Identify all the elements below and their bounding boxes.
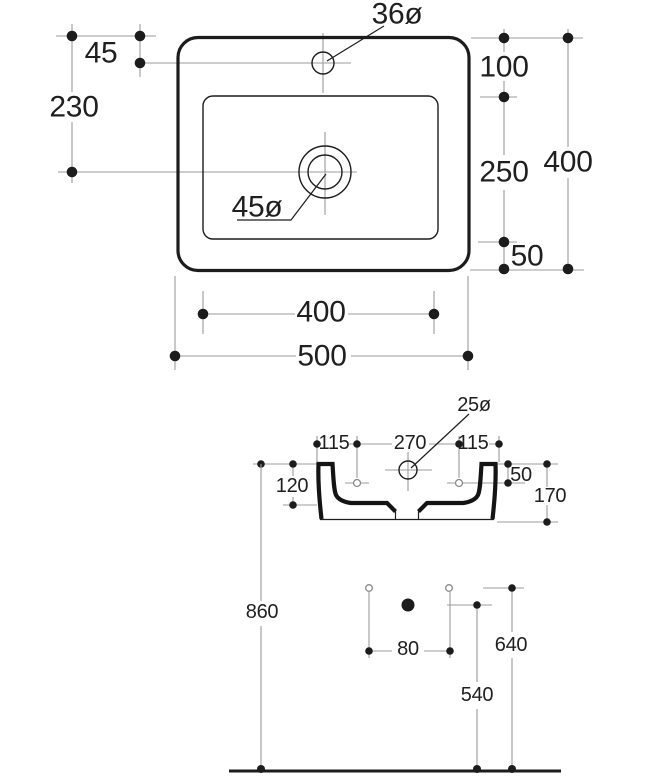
dot — [473, 601, 481, 609]
dim-label-faucet-dia: 36ø — [371, 0, 423, 31]
dim-label-230: 230 — [49, 90, 99, 124]
front-view — [253, 394, 566, 526]
dot — [429, 309, 440, 320]
dim-label-100: 100 — [479, 50, 529, 84]
dot — [499, 264, 510, 275]
dim-label-400-width: 400 — [296, 295, 346, 329]
dim-label-overflow-dia: 25ø — [457, 394, 491, 416]
dot — [499, 237, 510, 248]
dot — [543, 518, 551, 526]
dim-label-170: 170 — [533, 485, 567, 507]
dot — [198, 309, 209, 320]
dot — [495, 440, 503, 448]
dot — [499, 92, 510, 103]
dim-label-45: 45 — [84, 36, 118, 70]
dim-label-120: 120 — [275, 475, 309, 497]
dim-label-50-front: 50 — [510, 464, 532, 486]
dot — [289, 460, 297, 468]
drain-point — [402, 599, 415, 612]
dim-label-115-right: 115 — [457, 432, 489, 454]
dot — [473, 765, 481, 773]
dim-label-250: 250 — [479, 155, 529, 189]
dot — [365, 647, 373, 655]
fixing-hole-right — [456, 480, 463, 487]
dim-label-115-left: 115 — [318, 432, 350, 454]
dot — [289, 501, 297, 509]
dot — [446, 647, 454, 655]
dot — [543, 460, 551, 468]
dot — [170, 351, 181, 362]
dot — [135, 31, 146, 42]
basin-section-right — [419, 464, 496, 519]
dot — [508, 584, 516, 592]
dim-label-860: 860 — [245, 601, 279, 623]
dot — [135, 58, 146, 69]
dot — [499, 33, 510, 44]
dot — [563, 33, 574, 44]
dim-label-drain-dia: 45ø — [231, 190, 283, 224]
dim-label-270: 270 — [393, 432, 427, 454]
dot — [67, 31, 78, 42]
wall-fixing-hole-left — [366, 585, 373, 592]
fixing-hole-left — [354, 480, 361, 487]
dim-label-540: 540 — [460, 684, 494, 706]
dot — [463, 351, 474, 362]
dot — [508, 765, 516, 773]
dot — [257, 765, 265, 773]
dot — [353, 440, 361, 448]
dim-label-400-height: 400 — [543, 145, 593, 179]
dot — [67, 167, 78, 178]
wall-fixing-hole-right — [446, 585, 453, 592]
dot — [563, 264, 574, 275]
dim-label-50: 50 — [510, 239, 544, 273]
dim-label-500: 500 — [297, 339, 347, 373]
dim-label-80: 80 — [397, 638, 419, 660]
plan-view — [49, 0, 592, 373]
dim-label-640: 640 — [494, 634, 528, 656]
drain-trap-outline — [320, 510, 494, 520]
